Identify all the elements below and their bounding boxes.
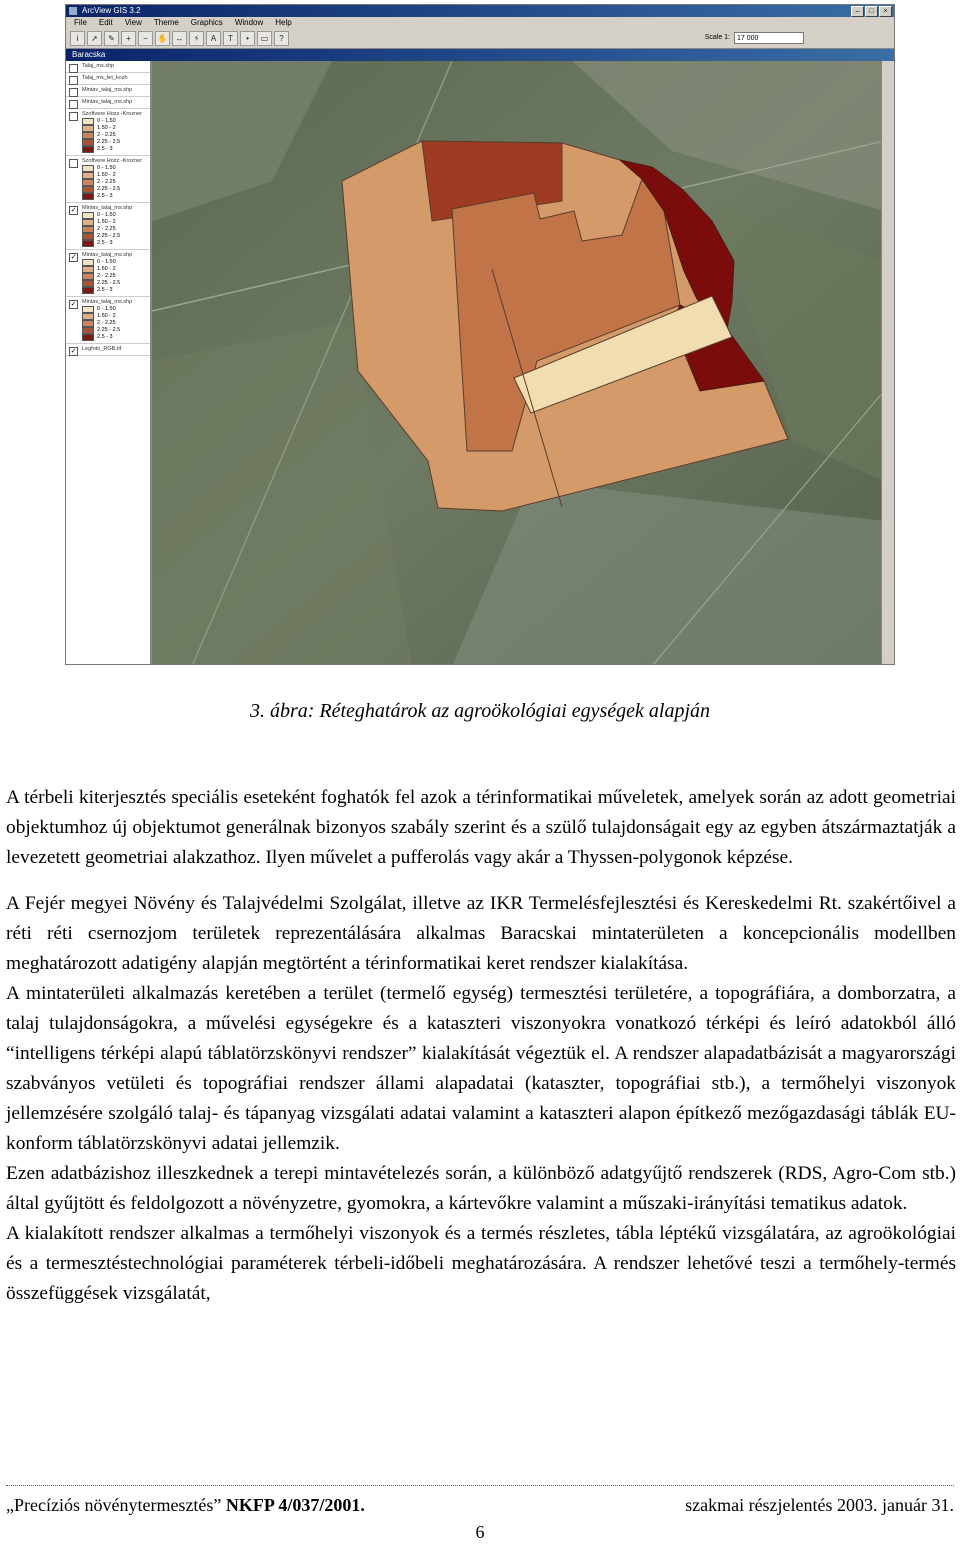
hotlink-icon[interactable]: ⚡ xyxy=(189,31,204,46)
legend-swatch xyxy=(82,193,94,200)
theme-name: Mintav_talaj_ms.shp xyxy=(82,99,133,105)
menu-theme[interactable]: Theme xyxy=(153,18,179,27)
legend-row xyxy=(82,165,148,172)
legend-label: 2.5 - 3 xyxy=(97,146,113,152)
legend-row xyxy=(82,266,148,273)
legend-label: 1.50 - 2 xyxy=(97,172,116,178)
draw-icon[interactable]: • xyxy=(240,31,255,46)
legend-row xyxy=(82,259,148,266)
theme-checkbox[interactable]: ✓ xyxy=(70,348,77,355)
legend-label: 0 - 1.50 xyxy=(97,212,116,218)
menu-help[interactable]: Help xyxy=(275,18,292,27)
label-icon[interactable]: A xyxy=(206,31,221,46)
paragraph: Ezen adatbázishoz illeszkednek a terepi mintavételezés során, a különböző adatgyűjtő rendszerek (RDS, Agro-Com stb.) által gyűjtött és feldolgozott a növényzetre, gyomokra, a kártevőkre valamint a műszaki-irányítási tematikus adatok. xyxy=(6,1163,956,1214)
legend-label: 0 - 1.50 xyxy=(97,306,116,312)
theme-checkbox[interactable] xyxy=(69,64,78,73)
legend-swatch xyxy=(82,233,94,240)
legend-label: 2.25 - 2.5 xyxy=(97,186,121,192)
menu-view[interactable]: View xyxy=(124,18,142,27)
legend-label: 2.25 - 2.5 xyxy=(97,233,121,239)
legend-swatch xyxy=(82,266,94,273)
legend-swatch xyxy=(82,287,94,294)
legend-label: 0 - 1.50 xyxy=(97,165,116,171)
legend-swatch xyxy=(82,320,94,327)
legend-swatch xyxy=(82,306,94,313)
menu-file[interactable]: File xyxy=(74,18,87,27)
legend-row xyxy=(82,172,148,179)
legend-label: 2.5 - 3 xyxy=(97,240,113,246)
toc-theme[interactable] xyxy=(66,97,150,109)
legend-swatch xyxy=(82,132,94,139)
theme-checkbox[interactable]: ✓ xyxy=(70,301,77,308)
menu-window[interactable]: Window xyxy=(234,18,264,27)
theme-name: Mintav_talaj_ms.shp xyxy=(82,299,133,305)
footer-report-date: szakmai részjelentés 2003. január 31. xyxy=(685,1495,954,1515)
paragraph: A kialakított rendszer alkalmas a termőhelyi viszonyok és a termés részletes, tábla léptékű vizsgálatára, az agroökológiai és a termesztéstechnológiai paraméterek térbeli-időbeli meghatározására. A rendszer lehetővé teszi a termőhely-termés összefüggések vizsgálatát, xyxy=(6,1223,956,1304)
footer-project-code: NKFP 4/037/2001. xyxy=(225,1495,365,1515)
legend-row xyxy=(82,146,148,153)
theme-checkbox[interactable] xyxy=(69,88,78,97)
theme-checkbox[interactable] xyxy=(69,76,78,85)
legend-label: 2.5 - 3 xyxy=(97,334,113,340)
paragraph: A mintaterületi alkalmazás keretében a terület (termelő egység) termesztési területére, a topográfiára, a domborzatra, a talaj tulajdonságokra, a művelési egységekre és a kataszteri viszonyokra vonatkozó térképi és leíró adatokból álló “intelligens térképi alapú táblatörzskönyvi rendszer” kialakítását végeztük el. A rendszer alapadatbázisát a magyarországi szabványos vetületi és topográfiai rendszer állami alapadatai (kataszter, topográfiai stb.), a termőhelyi viszonyok jellemzésére szolgáló talaj- és tápanyag vizsgálati adatai valamint a kataszteri alapon építkező mezőgazdasági táblák EU-konform táblatörzskönyvi adatai jellemzik. xyxy=(6,983,956,1154)
theme-name: Szoftvere Hozz.-Krozner xyxy=(82,111,142,117)
legend-label: 2 - 2.25 xyxy=(97,273,116,279)
view-titlebar: Baracska xyxy=(66,49,894,61)
legend-row xyxy=(82,273,148,280)
theme-checkbox[interactable] xyxy=(69,159,78,168)
find-icon[interactable]: ? xyxy=(274,31,289,46)
legend-row xyxy=(82,132,148,139)
menu-graphics[interactable]: Graphics xyxy=(190,18,223,27)
toc-theme[interactable] xyxy=(66,109,150,156)
legend-swatch xyxy=(82,327,94,334)
menu-bar xyxy=(66,17,894,29)
legend-label: 1.50 - 2 xyxy=(97,266,116,272)
legend-row xyxy=(82,179,148,186)
theme-name: Mintav_talaj_ms.shp xyxy=(82,252,133,258)
legend-row xyxy=(82,240,148,247)
legend-label: 2.25 - 2.5 xyxy=(97,280,121,286)
legend-label: 1.50 - 2 xyxy=(97,125,116,131)
pointer-tool-icon[interactable]: ➚ xyxy=(87,31,102,46)
legend-label: 2.25 - 2.5 xyxy=(97,139,121,145)
map-view[interactable] xyxy=(152,61,882,664)
app-icon xyxy=(69,7,77,15)
legend-row xyxy=(82,313,148,320)
theme-checkbox[interactable]: ✓ xyxy=(70,254,77,261)
legend-row xyxy=(82,212,148,219)
legend-label: 0 - 1.50 xyxy=(97,118,116,124)
theme-name: Talaj_ms_tet_kozh xyxy=(82,75,128,81)
gis-screenshot xyxy=(65,4,895,665)
legend-label: 2 - 2.25 xyxy=(97,320,116,326)
legend-swatch xyxy=(82,226,94,233)
legend-swatch xyxy=(82,212,94,219)
zoom-out-icon[interactable]: − xyxy=(138,31,153,46)
legend-swatch xyxy=(82,146,94,153)
theme-name: Legfoto_RGB.tif xyxy=(82,346,122,352)
legend-label: 2 - 2.25 xyxy=(97,226,116,232)
legend-swatch xyxy=(82,280,94,287)
legend-swatch xyxy=(82,259,94,266)
page-number: 6 xyxy=(475,1522,485,1542)
legend-row xyxy=(82,327,148,334)
legend-swatch xyxy=(82,179,94,186)
theme-checkbox[interactable]: ✓ xyxy=(70,207,77,214)
vertical-scrollbar[interactable] xyxy=(881,61,894,664)
legend-row xyxy=(82,226,148,233)
menu-edit[interactable]: Edit xyxy=(98,18,113,27)
vertex-tool-icon[interactable]: ✎ xyxy=(104,31,119,46)
legend-row xyxy=(82,139,148,146)
legend-label: 2.25 - 2.5 xyxy=(97,327,121,333)
legend-swatch xyxy=(82,172,94,179)
info-tool-icon[interactable]: i xyxy=(70,31,85,46)
legend-row xyxy=(82,193,148,200)
footer-left xyxy=(6,1495,365,1516)
table-of-contents xyxy=(66,61,152,664)
legend-row xyxy=(82,320,148,327)
legend-swatch xyxy=(82,240,94,247)
legend-label: 1.50 - 2 xyxy=(97,219,116,225)
legend-row xyxy=(82,125,148,132)
legend-row xyxy=(82,186,148,193)
toc-theme[interactable] xyxy=(66,297,150,344)
legend-row xyxy=(82,287,148,294)
theme-name: Mintav_talaj_ms.shp xyxy=(82,87,133,93)
toc-theme[interactable] xyxy=(66,250,150,297)
window-title: ArcView GIS 3.2 xyxy=(82,6,141,15)
legend-label: 1.50 - 2 xyxy=(97,313,116,319)
toc-theme[interactable] xyxy=(66,203,150,250)
legend-swatch xyxy=(82,139,94,146)
theme-checkbox[interactable] xyxy=(69,112,78,121)
theme-name: Mintav_talaj_ms.shp xyxy=(82,205,133,211)
select-icon[interactable]: ▭ xyxy=(257,31,272,46)
legend-row xyxy=(82,280,148,287)
toc-theme[interactable] xyxy=(66,156,150,203)
theme-name: Szoftvere Hozz.-Krozner xyxy=(82,158,142,164)
legend-row xyxy=(82,233,148,240)
measure-icon[interactable]: ↔ xyxy=(172,31,187,46)
legend-swatch xyxy=(82,125,94,132)
scale-label: Scale 1: xyxy=(704,34,730,41)
legend-label: 2 - 2.25 xyxy=(97,179,116,185)
legend-label: 2 - 2.25 xyxy=(97,132,116,138)
toc-theme[interactable] xyxy=(66,73,150,85)
legend-swatch xyxy=(82,118,94,125)
theme-checkbox[interactable] xyxy=(69,100,78,109)
footer-project-title: „Precíziós növénytermesztés” xyxy=(6,1495,222,1515)
aerial-map xyxy=(152,61,882,664)
legend-swatch xyxy=(82,334,94,341)
legend-swatch xyxy=(82,313,94,320)
legend-row xyxy=(82,118,148,125)
close-button[interactable]: × xyxy=(879,6,892,17)
toc-theme[interactable] xyxy=(66,61,150,73)
scale-input[interactable]: 17 000 xyxy=(734,32,804,44)
footer-rule xyxy=(6,1485,954,1486)
legend-row xyxy=(82,306,148,313)
toc-theme[interactable] xyxy=(66,344,150,356)
legend-swatch xyxy=(82,165,94,172)
paragraph: A térbeli kiterjesztés speciális eseteként foghatók fel azok a térinformatikai műveletek, amelyek során az adott geometriai objektumhoz új objektumot generálnak bizonyos szabály szerint és a szülő tulajdonságait egy az egyben átszármaztatják a levezetett geometriai alakzathoz. Ilyen művelet a pufferolás vagy akár a Thyssen-polygonok képzése. xyxy=(6,787,956,868)
legend-swatch xyxy=(82,273,94,280)
zoom-in-icon[interactable]: + xyxy=(121,31,136,46)
paragraph: A Fejér megyei Növény és Talajvédelmi Szolgálat, illetve az IKR Termelésfejlesztési és Kereskedelmi Rt. szakértőivel a réti réti csernozjom területek reprezentálására alkalmas Baracskai mintaterületen a koncepcionális modellben meghatározott adatigény alapján megtörtént a térinformatikai keret rendszer kialakítása. xyxy=(6,893,956,974)
legend-row xyxy=(82,219,148,226)
legend-swatch xyxy=(82,219,94,226)
maximize-button[interactable]: □ xyxy=(865,6,878,17)
legend-row xyxy=(82,334,148,341)
minimize-button[interactable]: – xyxy=(851,6,864,17)
body-text xyxy=(6,783,956,1309)
legend-label: 0 - 1.50 xyxy=(97,259,116,265)
legend-label: 2.5 - 3 xyxy=(97,287,113,293)
figure-caption: 3. ábra: Réteghatárok az agroökológiai egységek alapján xyxy=(249,700,711,722)
theme-name: Talaj_ms.shp xyxy=(82,63,115,69)
toc-theme[interactable] xyxy=(66,85,150,97)
pan-icon[interactable]: ✋ xyxy=(155,31,170,46)
text-tool-icon[interactable]: T xyxy=(223,31,238,46)
legend-swatch xyxy=(82,186,94,193)
legend-label: 2.5 - 3 xyxy=(97,193,113,199)
window-titlebar xyxy=(66,5,894,17)
